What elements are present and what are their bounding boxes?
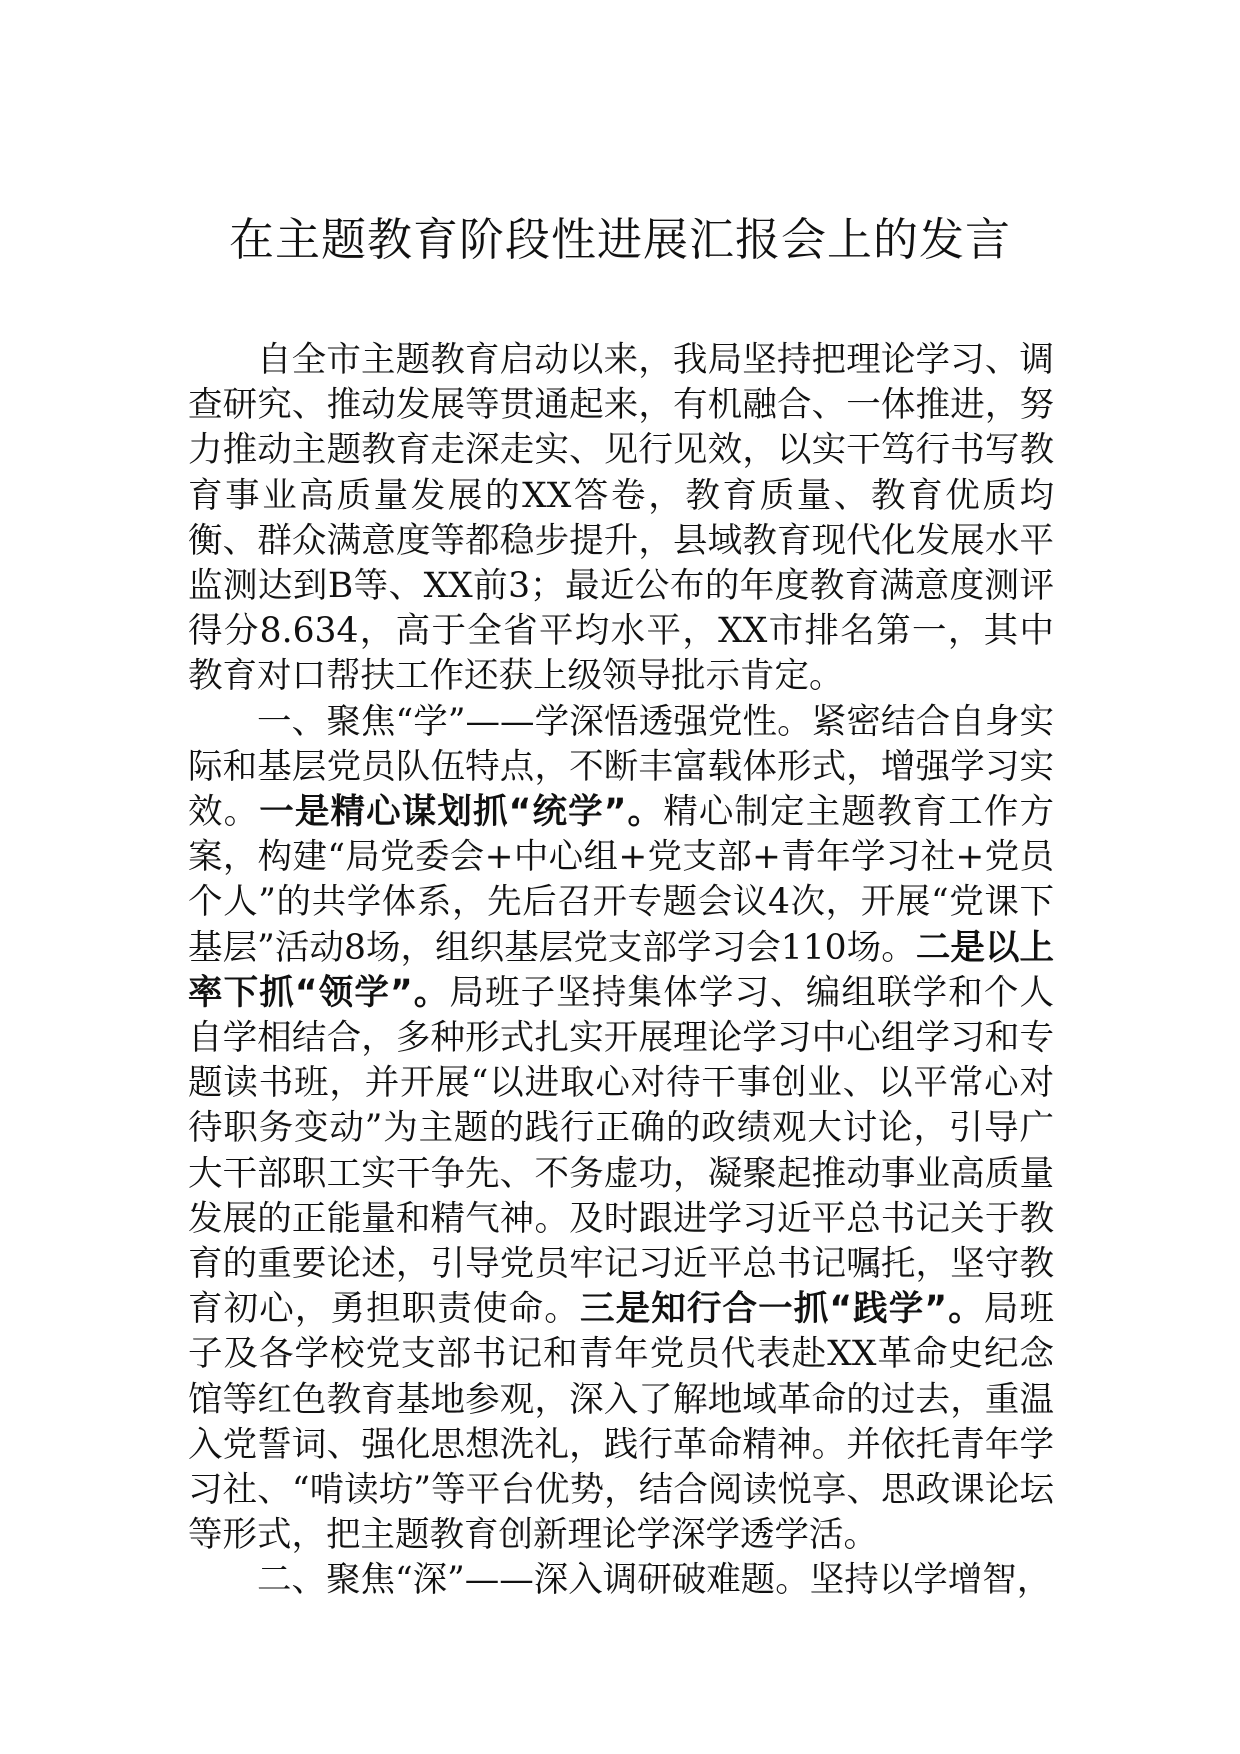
paragraph-text: 自全市主题教育启动以来，我局坚持把理论学习、调查研究、推动发展等贯通起来，有机融合、一体推进，努力推动主题教育走深走实、见行见效，以实干笃行书写教育事业高质量发展的XX答卷，教育质量、教育优质均衡、群众满意度等都稳步提升，县域教育现代化发展水平监测达到B等、XX前3；最近公布的年度教育满意度测评得分8.634，高于全省平均水平，XX市排名第一，其中教育对口帮扶工作还获上级领导批示肯定。	[188, 340, 1054, 697]
bold-subheading-2: 二是以上率下抓“领学”。	[188, 927, 1055, 1013]
paragraph-intro	[188, 338, 1054, 700]
bold-subheading-1: 一是精心谋划抓“统学”。	[259, 792, 664, 833]
paragraph-section-2	[188, 1558, 1054, 1603]
section-heading-text: 一、聚焦“学”——学深悟透强党性。紧密结合自身实际和基层党员队伍特点，不断丰富载体形式，增强学习实效。	[188, 701, 1054, 833]
paragraph-section-1	[188, 700, 1054, 1559]
paragraph-text: 局班子及各学校党支部书记和青年党员代表赴XX革命史纪念馆等红色教育基地参观，深入了解地域革命的过去，重温入党誓词、强化思想洗礼，践行革命精神。并依托青年学习社、“啃读坊”等平台优势，结合阅读悦享、思政课论坛等形式，把主题教育创新理论学深学透学活。	[188, 1289, 1055, 1556]
section-heading-text: 二、聚焦“深”——深入调研破难题。坚持以学增智，	[257, 1560, 1052, 1601]
paragraph-text: 精心制定主题教育工作方案，构建“局党委会+中心组+党支部+青年学习社+党员个人”的共学体系，先后召开专题会议4次，开展“党课下基层”活动8场，组织基层党支部学习会110场。	[188, 792, 1054, 968]
document-body	[188, 338, 1054, 1604]
bold-subheading-3: 三是知行合一抓“践学”。	[579, 1289, 984, 1330]
document-title: 在主题教育阶段性进展汇报会上的发言	[228, 213, 1011, 266]
paragraph-text: 局班子坚持集体学习、编组联学和个人自学相结合，多种形式扎实开展理论学习中心组学习和专题读书班，并开展“以进取心对待干事创业、以平常心对待职务变动”为主题的践行正确的政绩观大讨论，引导广大干部职工实干争先、不务虚功，凝聚起推动事业高质量发展的正能量和精气神。及时跟进学习近平总书记关于教育的重要论述，引导党员牢记习近平总书记嘱托，坚守教育初心，勇担职责使命。	[188, 972, 1054, 1330]
